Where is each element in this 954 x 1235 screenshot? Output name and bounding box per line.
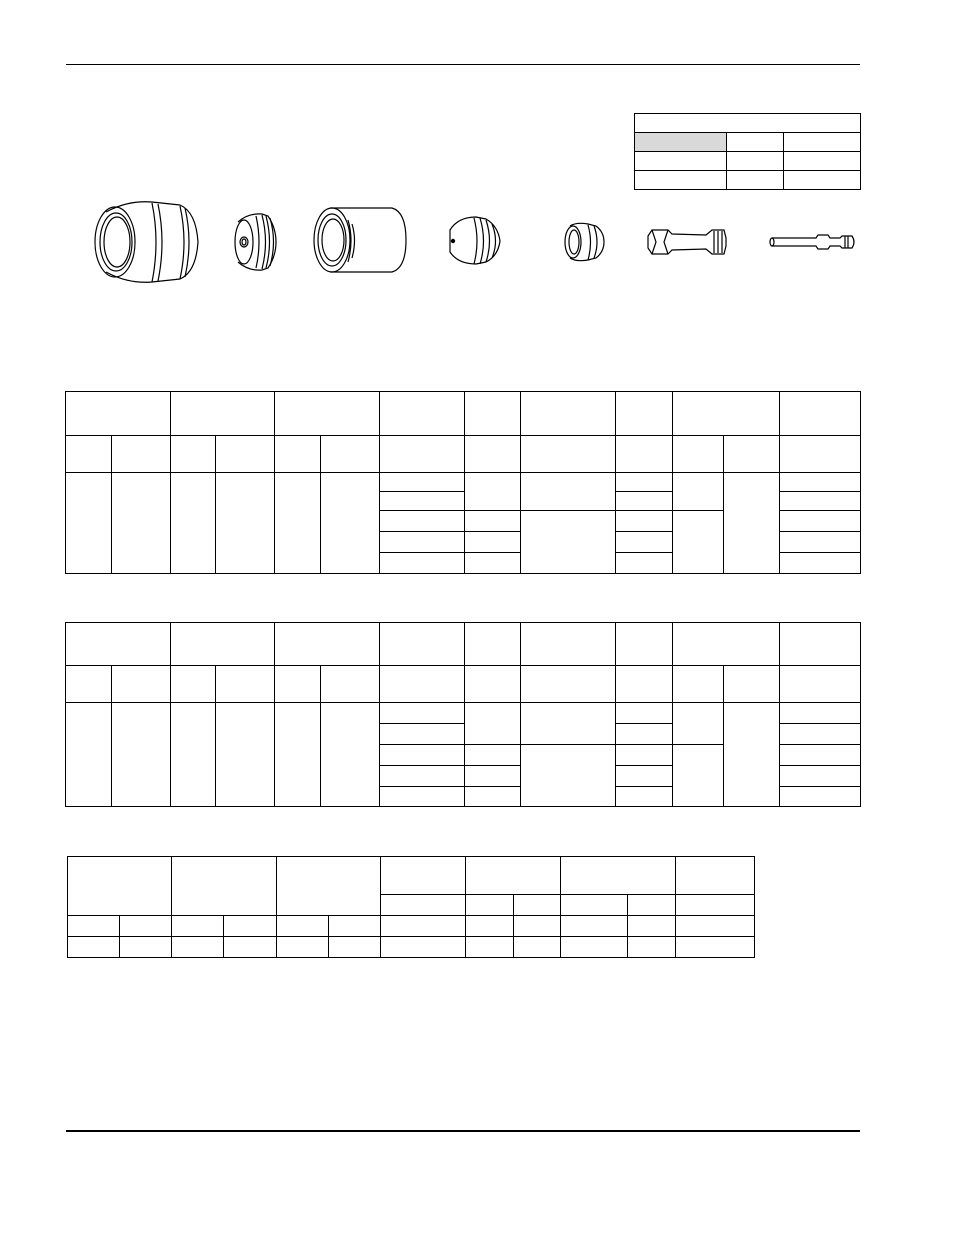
table-b-header: [380, 623, 465, 666]
table-b-cell: [465, 745, 521, 766]
table-b-subheader: [171, 666, 216, 703]
table-c-header: [172, 857, 277, 916]
table-b-cell: [616, 724, 673, 745]
table-b-subheader: [216, 666, 275, 703]
legend-cell: [727, 171, 784, 190]
table-b-subheader: [66, 666, 112, 703]
table-c-cell: [381, 937, 466, 958]
legend-cell: [635, 152, 727, 171]
table-b-cell: [380, 745, 465, 766]
legend-cell: [727, 133, 784, 152]
table-a-cell: [616, 532, 673, 553]
table-a-header: [780, 392, 861, 436]
table-b-header: [171, 623, 275, 666]
table-b-cell: [465, 766, 521, 787]
table-a-cell: [780, 511, 861, 532]
table-a-cell: [616, 473, 673, 492]
table-c-cell: [381, 916, 466, 937]
table-a-header: [616, 392, 673, 436]
table-b-header: [673, 623, 780, 666]
table-a-cell: [780, 532, 861, 553]
table-b-cell: [521, 703, 616, 745]
table-b-subheader: [724, 666, 780, 703]
table-b-cell: [275, 703, 321, 807]
table-c-header: [466, 857, 561, 895]
table-b-subheader: [673, 666, 724, 703]
table-b-subheader: [112, 666, 171, 703]
nozzle-part: [450, 217, 500, 264]
table-b-cell: [380, 766, 465, 787]
table-c-cell: [172, 916, 224, 937]
table-a-subheader: [465, 436, 521, 473]
table-c-cell: [676, 916, 755, 937]
table-c-cell: [224, 916, 277, 937]
table-a-header: [465, 392, 521, 436]
table-a-subheader: [275, 436, 321, 473]
header-rule: [66, 64, 860, 65]
table-b-subheader: [275, 666, 321, 703]
table-b-cell: [780, 766, 861, 787]
table-b-cell: [171, 703, 216, 807]
table-c-cell: [329, 916, 381, 937]
table-b-cell: [112, 703, 171, 807]
table-a-cell: [616, 553, 673, 574]
legend-cell: [727, 152, 784, 171]
table-a-cell: [465, 511, 521, 532]
footer-rule: [66, 1130, 860, 1132]
table-a-cell: [112, 473, 171, 574]
table-a-subheader: [216, 436, 275, 473]
table-b-subheader: [380, 666, 465, 703]
table-b-cell: [616, 745, 673, 766]
table-c-header: [676, 857, 755, 895]
table-a-subheader: [66, 436, 112, 473]
table-c-cell: [514, 937, 561, 958]
table-b-cell: [780, 787, 861, 807]
table-b-cell: [380, 724, 465, 745]
table-a-subheader: [673, 436, 724, 473]
table-a-cell: [521, 473, 616, 511]
table-c-subheader: [561, 895, 628, 916]
table-a-cell: [465, 553, 521, 574]
table-c-cell: [120, 937, 172, 958]
table-c-cell: [628, 916, 676, 937]
table-b-cell: [321, 703, 380, 807]
table-b-cell: [380, 703, 465, 724]
table-a-cell: [673, 473, 724, 511]
table-a-subheader: [321, 436, 380, 473]
table-c-cell: [628, 937, 676, 958]
table-c-subheader: [628, 895, 676, 916]
table-a-cell: [275, 473, 321, 574]
table-b-header: [275, 623, 380, 666]
table-c-cell: [224, 937, 277, 958]
table-c-cell: [466, 916, 514, 937]
table-a-header: [521, 392, 616, 436]
table-a-subheader: [780, 436, 861, 473]
table-c-cell: [277, 937, 329, 958]
shield-part: [95, 202, 198, 283]
table-b-cell: [780, 703, 861, 724]
table-b-cell: [616, 787, 673, 807]
table-b-header: [521, 623, 616, 666]
table-a-cell: [673, 511, 724, 574]
table-b-header: [465, 623, 521, 666]
table-c-cell: [676, 937, 755, 958]
table-c-cell: [68, 916, 120, 937]
table-a-header: [275, 392, 380, 436]
table-c-cell: [277, 916, 329, 937]
table-b-header: [780, 623, 861, 666]
table-c-cell: [329, 937, 381, 958]
consumables-table-b: [65, 622, 861, 807]
table-a-header: [673, 392, 780, 436]
table-a-cell: [321, 473, 380, 574]
table-b-cell: [616, 703, 673, 724]
table-c-header: [68, 857, 172, 916]
consumables-illustration: [0, 190, 954, 300]
table-c-subheader: [466, 895, 514, 916]
table-c-header: [561, 857, 676, 895]
table-a-cell: [380, 511, 465, 532]
table-b-cell: [673, 703, 724, 745]
table-b-cell: [724, 703, 780, 807]
table-b-cell: [216, 703, 275, 807]
legend-table: [634, 113, 861, 190]
table-a-cell: [616, 492, 673, 511]
table-b-cell: [380, 787, 465, 807]
table-a-header: [66, 392, 171, 436]
legend-title: [635, 114, 861, 133]
table-b-cell: [465, 703, 521, 745]
outer-retaining-cap-part: [314, 208, 406, 272]
table-b-cell: [780, 745, 861, 766]
table-a-subheader: [616, 436, 673, 473]
table-b-subheader: [321, 666, 380, 703]
table-a-cell: [780, 492, 861, 511]
table-a-cell: [780, 473, 861, 492]
table-b-cell: [673, 745, 724, 807]
legend-cell: [784, 152, 861, 171]
legend-cell: [784, 133, 861, 152]
table-b-cell: [616, 766, 673, 787]
table-a-subheader: [380, 436, 465, 473]
table-a-cell: [171, 473, 216, 574]
table-a-cell: [380, 492, 465, 511]
table-a-cell: [216, 473, 275, 574]
table-c-header: [381, 857, 466, 895]
table-c-cell: [466, 937, 514, 958]
table-a-cell: [724, 473, 780, 574]
table-a-header: [171, 392, 275, 436]
table-c-cell: [172, 937, 224, 958]
table-a-cell: [616, 511, 673, 532]
table-b-header: [616, 623, 673, 666]
table-c-subheader: [381, 895, 466, 916]
legend-cell: [635, 171, 727, 190]
table-a-subheader: [724, 436, 780, 473]
electrode-part: [648, 230, 726, 254]
table-b-cell: [521, 745, 616, 807]
table-c-cell: [514, 916, 561, 937]
table-a-subheader: [112, 436, 171, 473]
consumables-table-a: [65, 391, 861, 574]
table-c-subheader: [676, 895, 755, 916]
table-a-subheader: [171, 436, 216, 473]
table-c-cell: [120, 916, 172, 937]
table-a-header: [380, 392, 465, 436]
table-c-subheader: [514, 895, 561, 916]
table-b-subheader: [780, 666, 861, 703]
table-c-cell: [68, 937, 120, 958]
table-b-cell: [780, 724, 861, 745]
table-b-subheader: [521, 666, 616, 703]
table-b-cell: [66, 703, 112, 807]
table-b-subheader: [616, 666, 673, 703]
table-a-cell: [380, 532, 465, 553]
table-c-cell: [561, 916, 628, 937]
table-b-subheader: [465, 666, 521, 703]
table-c-header: [277, 857, 381, 916]
table-c-cell: [561, 937, 628, 958]
table-a-cell: [465, 532, 521, 553]
swirl-ring-part: [565, 223, 604, 260]
table-a-cell: [465, 473, 521, 511]
legend-header-cell: [635, 133, 727, 152]
table-a-cell: [66, 473, 112, 574]
consumables-table-c: [67, 856, 755, 958]
table-a-cell: [521, 511, 616, 574]
table-a-subheader: [521, 436, 616, 473]
table-a-cell: [780, 553, 861, 574]
legend-cell: [784, 171, 861, 190]
table-b-cell: [465, 787, 521, 807]
water-tube-part: [770, 235, 854, 249]
table-b-header: [66, 623, 171, 666]
nozzle-retaining-cap-part: [235, 214, 276, 270]
table-a-cell: [380, 473, 465, 492]
table-a-cell: [380, 553, 465, 574]
